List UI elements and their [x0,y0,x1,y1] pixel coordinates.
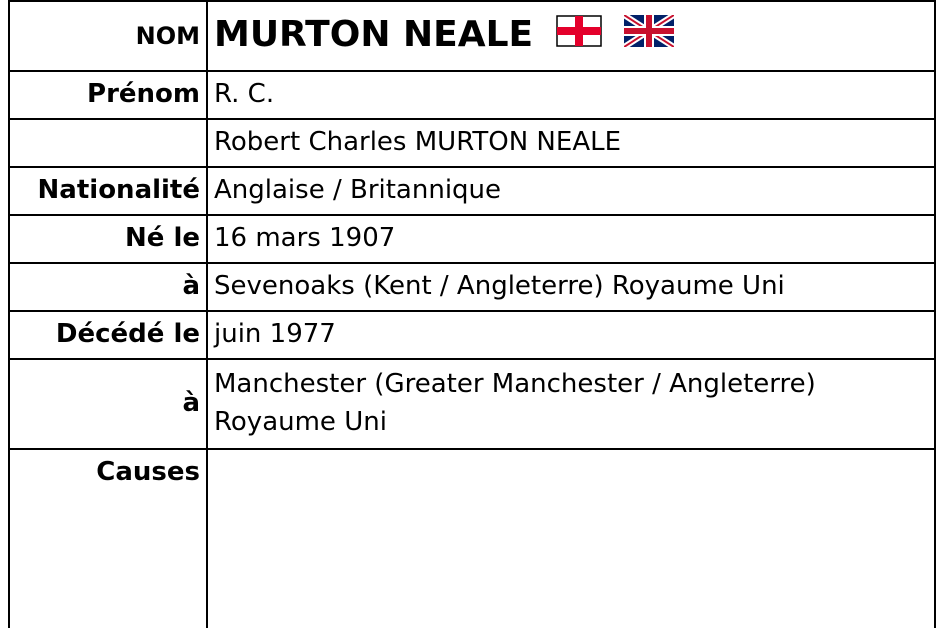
value-nationalite: Anglaise / Britannique [207,167,935,215]
value-full-name: Robert Charles MURTON NEALE [207,119,935,167]
row-prenom [9,71,935,119]
value-decede-le: juin 1977 [207,311,935,359]
uk-flag-icon [624,10,674,62]
value-decede-a: Manchester (Greater Manchester / Angleterre) Royaume Uni [207,359,935,449]
england-flag-icon [556,10,602,62]
label-nationalite: Nationalité [9,167,207,215]
label-causes: Causes [9,449,207,628]
row-decede-a [9,359,935,449]
value-prenom: R. C. [207,71,935,119]
row-nom [9,1,935,71]
row-decede-le [9,311,935,359]
biography-card [8,0,936,628]
row-ne-le [9,215,935,263]
value-ne-a: Sevenoaks (Kent / Angleterre) Royaume Uni [207,263,935,311]
label-ne-a: à [9,263,207,311]
label-prenom: Prénom [9,71,207,119]
row-full-name [9,119,935,167]
label-ne-le: Né le [9,215,207,263]
value-ne-le: 16 mars 1907 [207,215,935,263]
label-decede-a: à [9,359,207,449]
row-nationalite [9,167,935,215]
row-causes [9,449,935,628]
row-ne-a [9,263,935,311]
label-full-name [9,119,207,167]
value-nom: MURTON NEALE [214,14,534,56]
label-nom: NOM [9,1,207,71]
value-causes [207,449,935,628]
label-decede-le: Décédé le [9,311,207,359]
value-nom-cell [207,1,935,71]
